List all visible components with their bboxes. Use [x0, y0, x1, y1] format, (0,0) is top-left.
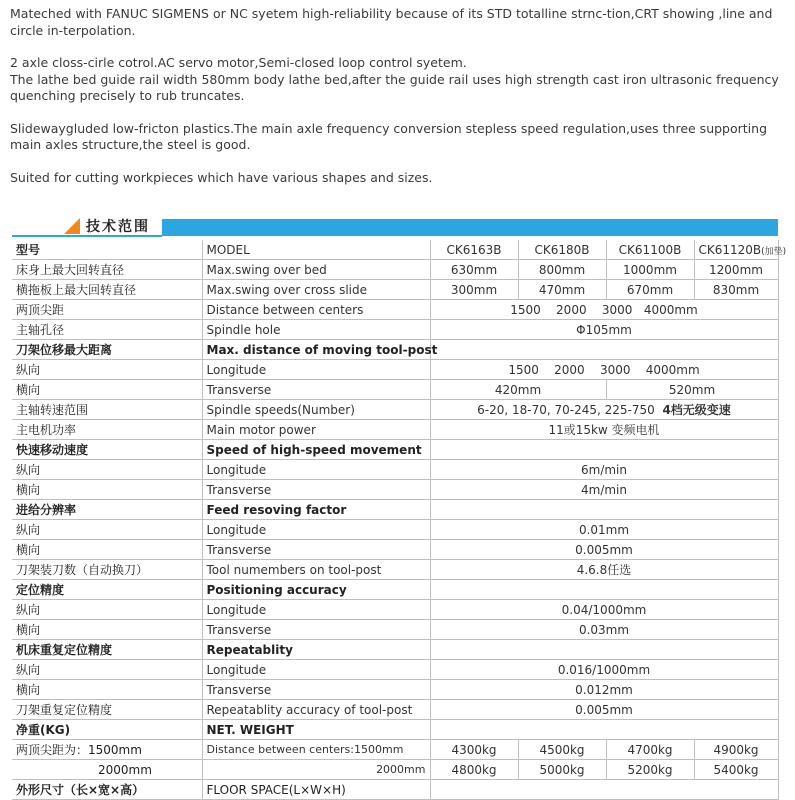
row-label-en: Transverse	[202, 380, 430, 400]
section-title: 技术范围	[86, 219, 150, 235]
table-row	[12, 360, 778, 380]
row-label-en: Tool numembers on tool-post	[202, 560, 430, 580]
row-label-cn: 横向	[12, 480, 202, 500]
value-cell: 470mm	[518, 280, 606, 300]
value-cell: 1000mm	[606, 260, 694, 280]
row-label-en: Repeatablity	[202, 640, 430, 660]
value-cell	[430, 400, 778, 420]
table-row	[12, 380, 778, 400]
row-label-en: Max.swing over bed	[202, 260, 430, 280]
row-label-cn: 纵向	[12, 660, 202, 680]
value-cell: Φ105mm	[430, 320, 778, 340]
value-cell: 1200mm	[694, 260, 778, 280]
row-label-cn: 床身上最大回转直径	[12, 260, 202, 280]
row-label-cn: 刀架位移最大距离	[12, 340, 202, 360]
row-label-cn: 2000mm	[12, 760, 202, 780]
row-label-en: Transverse	[202, 480, 430, 500]
row-label-cn: 纵向	[12, 600, 202, 620]
value-cell: 4300kg	[430, 740, 518, 760]
value-cell: 0.016/1000mm	[430, 660, 778, 680]
row-label-en: Positioning accuracy	[202, 580, 430, 600]
value-cell: 4900kg	[694, 740, 778, 760]
value-cell: 300mm	[430, 280, 518, 300]
value-cell: 4700kg	[606, 740, 694, 760]
value-cell: 1500 2000 3000 4000mm	[430, 300, 778, 320]
row-label-en: Longitude	[202, 600, 430, 620]
value-cell: 5000kg	[518, 760, 606, 780]
table-section-row	[12, 340, 778, 360]
table-section-row	[12, 580, 778, 600]
banner-bar	[162, 219, 778, 236]
empty-cell	[430, 780, 778, 800]
table-row	[12, 600, 778, 620]
row-label-cn: 横向	[12, 620, 202, 640]
row-label-en: Transverse	[202, 620, 430, 640]
value-cell: 5200kg	[606, 760, 694, 780]
intro-paragraph-3: Slidewaygluded low-fricton plastics.The main axle frequency conversion stepless speed regulation,uses three supporting main axles structure,the steel is good.	[10, 120, 768, 152]
model-ck6180b: CK6180B	[518, 240, 606, 260]
row-label-en: NET. WEIGHT	[202, 720, 430, 740]
value-cell: 0.04/1000mm	[430, 600, 778, 620]
table-row	[12, 300, 778, 320]
table-row	[12, 260, 778, 280]
value-cell: 630mm	[430, 260, 518, 280]
row-label-en: Transverse	[202, 540, 430, 560]
model-ck6163b: CK6163B	[430, 240, 518, 260]
value-cell: 4m/min	[430, 480, 778, 500]
row-label-en: Longitude	[202, 460, 430, 480]
value-cell: 1500 2000 3000 4000mm	[430, 360, 778, 380]
row-label-cn: 定位精度	[12, 580, 202, 600]
value-cell: 5400kg	[694, 760, 778, 780]
intro-paragraph-2: 2 axle closs-cirle cotrol.AC servo motor,Semi-closed loop control syetem. The lathe bed guide rail width 580mm body lathe bed,after the guide rail uses high strength cast iron ultrasonic frequency quenching precisely to rub truncates.	[10, 55, 779, 103]
table-section-row	[12, 440, 778, 460]
row-label-en: Spindle speeds(Number)	[202, 400, 430, 420]
row-label-en: Repeatablity accuracy of tool-post	[202, 700, 430, 720]
table-row	[12, 320, 778, 340]
row-label-en: Speed of high-speed movement	[202, 440, 430, 460]
row-label-cn: 主轴孔径	[12, 320, 202, 340]
row-label-cn: 横向	[12, 380, 202, 400]
row-label-en: Distance between centers	[202, 300, 430, 320]
value-cell: 0.012mm	[430, 680, 778, 700]
table-row	[12, 520, 778, 540]
table-section-row	[12, 500, 778, 520]
row-label-en: Longitude	[202, 360, 430, 380]
empty-cell	[430, 720, 778, 740]
value-cell: 4500kg	[518, 740, 606, 760]
table-row	[12, 760, 778, 780]
speed-ranges: 6-20, 18-70, 70-245, 225-750	[477, 403, 655, 417]
value-cell: 11或15kw 变频电机	[430, 420, 778, 440]
empty-cell	[430, 500, 778, 520]
row-label-cn: 快速移动速度	[12, 440, 202, 460]
row-label-cn: 纵向	[12, 460, 202, 480]
model-ck61120b-label: CK61120B	[698, 242, 762, 257]
row-label-cn: 外形尺寸（长×宽×高）	[12, 780, 202, 800]
row-label-en: MODEL	[202, 240, 430, 260]
empty-cell	[430, 640, 778, 660]
table-row	[12, 280, 778, 300]
table-row	[12, 560, 778, 580]
table-row	[12, 420, 778, 440]
value-cell: 6m/min	[430, 460, 778, 480]
row-label-cn: 净重(KG)	[12, 720, 202, 740]
row-label-cn: 刀架装刀数（自动换刀）	[12, 560, 202, 580]
row-label-cn: 进给分辨率	[12, 500, 202, 520]
row-label-cn: 纵向	[12, 360, 202, 380]
table-row	[12, 480, 778, 500]
row-label-en: 2000mm	[202, 760, 430, 780]
row-label-en: Longitude	[202, 520, 430, 540]
empty-cell	[430, 340, 778, 360]
intro-text	[10, 6, 785, 202]
empty-cell	[430, 440, 778, 460]
value-cell: 0.03mm	[430, 620, 778, 640]
table-row	[12, 680, 778, 700]
row-label-cn: 纵向	[12, 520, 202, 540]
table-row	[12, 460, 778, 480]
row-label-cn: 主电机功率	[12, 420, 202, 440]
table-row	[12, 400, 778, 420]
value-cell: 4800kg	[430, 760, 518, 780]
value-cell: 0.01mm	[430, 520, 778, 540]
table-row-model	[12, 240, 778, 260]
value-cell: 0.005mm	[430, 540, 778, 560]
row-label-cn: 横向	[12, 540, 202, 560]
row-label-en: Feed resoving factor	[202, 500, 430, 520]
table-section-row	[12, 720, 778, 740]
speed-suffix: 4档无级变速	[662, 403, 731, 417]
value-cell: 830mm	[694, 280, 778, 300]
row-label-en: Main motor power	[202, 420, 430, 440]
row-label-en: Max. distance of moving tool-post	[202, 340, 430, 360]
value-cell: 520mm	[606, 380, 778, 400]
table-row	[12, 620, 778, 640]
section-banner	[12, 214, 778, 240]
model-ck61100b: CK61100B	[606, 240, 694, 260]
row-label-cn: 型号	[12, 240, 202, 260]
row-label-en: Max.swing over cross slide	[202, 280, 430, 300]
model-ck61120b	[694, 240, 787, 260]
row-label-cn: 机床重复定位精度	[12, 640, 202, 660]
row-label-en: FLOOR SPACE(L×W×H)	[202, 780, 430, 800]
spec-table	[12, 240, 787, 800]
value-cell: 800mm	[518, 260, 606, 280]
row-label-en: Transverse	[202, 680, 430, 700]
triangle-icon	[64, 218, 80, 234]
row-label-cn: 刀架重复定位精度	[12, 700, 202, 720]
value-cell: 420mm	[430, 380, 606, 400]
row-label-cn: 主轴转速范围	[12, 400, 202, 420]
table-row	[12, 660, 778, 680]
model-suffix: (加垫)	[761, 246, 787, 257]
row-label-en: Spindle hole	[202, 320, 430, 340]
table-row	[12, 700, 778, 720]
table-section-row	[12, 780, 778, 800]
row-label-cn: 两顶尖距	[12, 300, 202, 320]
value-cell: 670mm	[606, 280, 694, 300]
intro-paragraph-4: Suited for cutting workpieces which have various shapes and sizes.	[10, 169, 433, 185]
value-cell: 0.005mm	[430, 700, 778, 720]
table-row	[12, 740, 778, 760]
row-label-en: Longitude	[202, 660, 430, 680]
table-section-row	[12, 640, 778, 660]
empty-cell	[430, 580, 778, 600]
row-label-cn: 两顶尖距为：1500mm	[12, 740, 202, 760]
table-row	[12, 540, 778, 560]
row-label-cn: 横向	[12, 680, 202, 700]
value-cell: 4.6.8任选	[430, 560, 778, 580]
intro-paragraph-1: Matеched with FANUC SIGMENS or NC syetem high-reliability because of its STD totalline strnc-tion,CRT showing ,line and circle in-terpolation.	[10, 6, 773, 38]
row-label-cn: 横拖板上最大回转直径	[12, 280, 202, 300]
row-label-en: Distance between centers:1500mm	[202, 740, 430, 760]
